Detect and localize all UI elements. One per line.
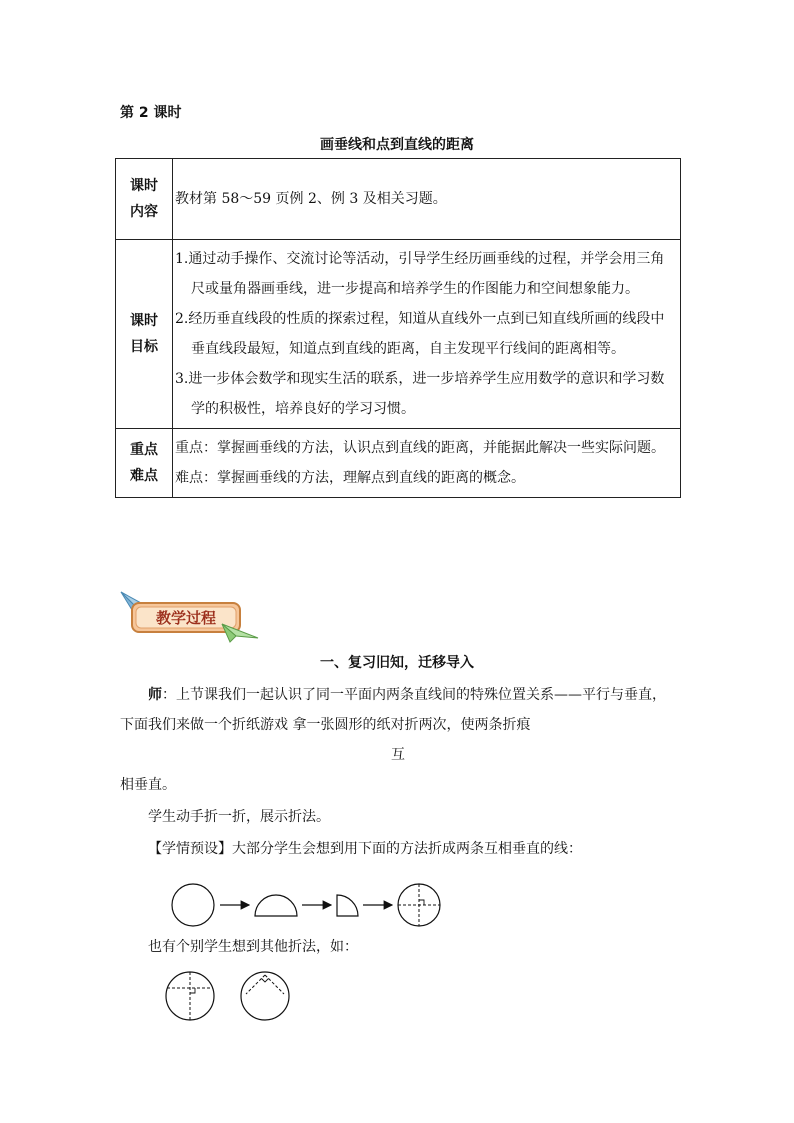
keypoints-cell: [173, 429, 681, 498]
teacher-text: ：上节课我们一起认识了同一平面内两条直线间的特殊位置关系——平行与垂直，下面我们来做一个折纸游戏 拿一张圆形的纸对折两次，使两条折痕: [120, 687, 666, 733]
keypoint-text: 重点：掌握画垂线的方法，认识点到直线的距离，并能据此解决一些实际问题。: [175, 440, 665, 456]
page-title: 画垂线和点到直线的距离: [320, 137, 474, 153]
student-action: 学生动手折一折，展示折法。: [148, 809, 330, 825]
difficulty-text: 难点：掌握画垂线的方法，理解点到直线的距离的概念。: [175, 470, 525, 486]
keypoints-header: [116, 429, 173, 498]
preset-paragraph: [120, 834, 676, 864]
quarter-circle-shape: [337, 895, 358, 916]
goals-cell: [173, 240, 681, 429]
content-header-text: 课时内容: [130, 178, 158, 220]
goal-item-2: 2.经历垂直线段的性质的探索过程，知道从直线外一点到已知直线所画的线段中垂直线段最短，知道点到直线的距离，自主发现平行线间的距离相等。: [175, 311, 665, 357]
right-angle-mark: [262, 979, 269, 983]
teacher-line: [120, 680, 676, 740]
teacher-paragraph: [120, 680, 676, 800]
right-angle-mark: [190, 988, 195, 993]
teacher-end: 相垂直。: [120, 777, 176, 793]
lesson-plan-table: [115, 158, 681, 498]
other-folding-figure: [160, 968, 300, 1024]
table-row: [116, 240, 681, 429]
banner-text: 教学过程: [155, 609, 217, 627]
goals-header: [116, 240, 173, 429]
folding-steps-figure: [165, 878, 450, 932]
other-methods-text: 也有个别学生想到其他折法，如：: [148, 939, 358, 955]
semicircle-shape: [255, 895, 297, 916]
teacher-label: 师: [148, 687, 162, 703]
keypoints-header-text: 重点难点: [130, 442, 158, 484]
goal-item-1: 1.通过动手操作、交流讨论等活动，引导学生经历画垂线的过程，并学会用三角尺或量角器画垂线，进一步提高和培养学生的作图能力和空间想象能力。: [175, 251, 665, 297]
section-heading: 一、复习旧知，迁移导入: [320, 655, 474, 671]
full-circle-shape: [172, 884, 214, 926]
table-row: [116, 429, 681, 498]
content-cell: [173, 159, 681, 240]
circle-shape: [241, 972, 289, 1020]
lesson-number: 第 2 课时: [120, 105, 182, 121]
goal-item-3: 3.进一步体会数学和现实生活的联系，进一步培养学生应用数学的意识和学习数学的积极性，培养良好的学习习惯。: [175, 371, 665, 417]
teaching-process-banner: [118, 588, 263, 644]
content-header: [116, 159, 173, 240]
table-row: [116, 159, 681, 240]
goals-header-text: 课时目标: [130, 313, 158, 355]
preset-text: 大部分学生会想到用下面的方法折成两条互相垂直的线：: [232, 841, 582, 857]
content-text: 教材第 58～59 页例 2、例 3 及相关习题。: [175, 191, 447, 207]
preset-label: 【学情预设】: [148, 841, 232, 857]
teacher-char: 互: [391, 747, 405, 763]
right-angle-mark: [419, 900, 424, 905]
